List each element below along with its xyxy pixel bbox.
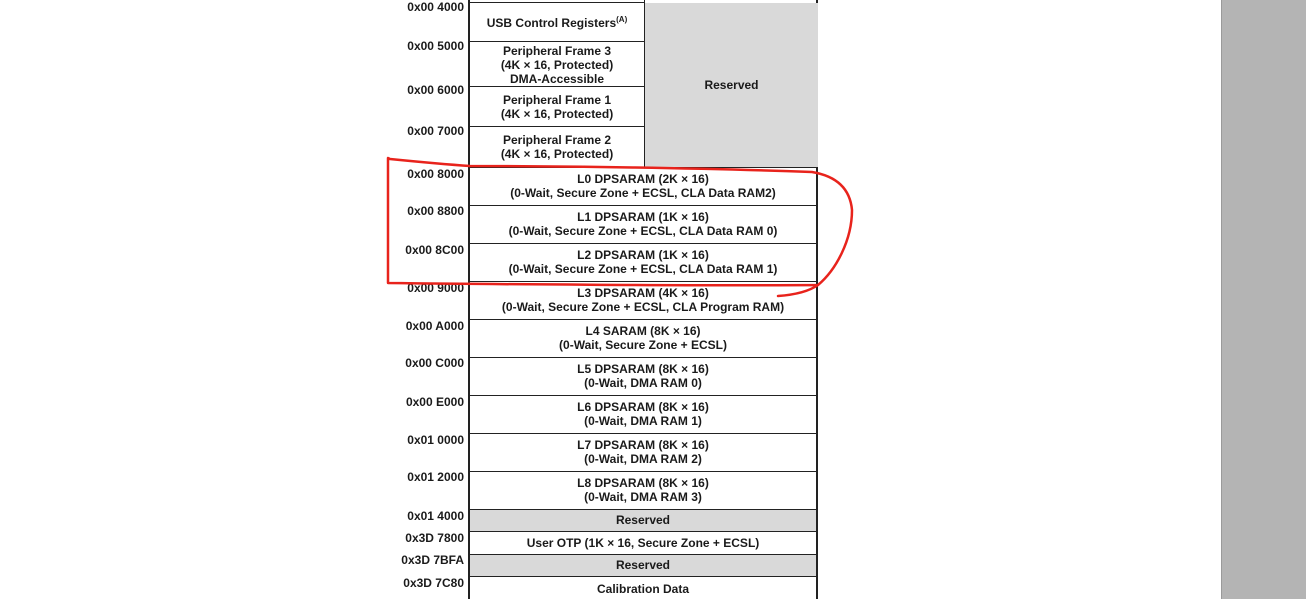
divider-line: [470, 2, 644, 3]
address-label: 0x00 8800: [407, 204, 464, 218]
address-label: 0x01 2000: [407, 470, 464, 484]
l1-dpsaram-block: L1 DPSARAM (1K × 16) (0-Wait, Secure Zone + ECSL, CLA Data RAM 0): [508, 210, 778, 238]
divider-line: [644, 0, 645, 167]
address-label: 0x00 8000: [407, 167, 464, 181]
divider-line: [470, 395, 816, 396]
divider-line: [470, 471, 816, 472]
peripheral-frame-1-block: Peripheral Frame 1 (4K × 16, Protected): [500, 93, 614, 121]
address-label: 0x00 4000: [407, 0, 464, 14]
footnote-marker: (A): [616, 14, 628, 24]
l3-dpsaram-block: L3 DPSARAM (4K × 16) (0-Wait, Secure Zone + ECSL, CLA Program RAM): [501, 286, 785, 314]
address-label: 0x00 A000: [405, 319, 464, 333]
address-label: 0x00 5000: [407, 39, 464, 53]
l7-dpsaram-block: L7 DPSARAM (8K × 16) (0-Wait, DMA RAM 2): [577, 438, 709, 466]
user-otp-block: User OTP (1K × 16, Secure Zone + ECSL): [526, 535, 760, 550]
divider-line: [470, 41, 644, 42]
memory-map: [468, 0, 818, 599]
divider-line: [470, 554, 816, 555]
reserved-block: Reserved: [645, 3, 818, 167]
peripheral-frame-3-block: Peripheral Frame 3 (4K × 16, Protected) DMA-Accessible: [500, 43, 614, 86]
divider-line: [470, 243, 816, 244]
divider-line: [470, 126, 644, 127]
divider-line: [470, 531, 816, 532]
divider-line: [470, 319, 816, 320]
divider-line: [470, 86, 644, 87]
l5-dpsaram-block: L5 DPSARAM (8K × 16) (0-Wait, DMA RAM 0): [577, 362, 709, 390]
l0-dpsaram-block: L0 DPSARAM (2K × 16) (0-Wait, Secure Zone + ECSL, CLA Data RAM2): [510, 172, 776, 200]
divider-line: [470, 509, 816, 510]
address-label: 0x3D 7BFA: [401, 553, 464, 567]
divider-line: [470, 281, 816, 282]
scrollbar-track[interactable]: [1221, 0, 1306, 599]
l4-saram-block: L4 SARAM (8K × 16) (0-Wait, Secure Zone + ECSL): [559, 324, 727, 352]
calibration-data-block: Calibration Data: [596, 582, 689, 596]
address-label: 0x00 C000: [405, 356, 464, 370]
address-label: 0x01 0000: [407, 433, 464, 447]
address-label: 0x00 6000: [407, 83, 464, 97]
divider-line: [470, 433, 816, 434]
l8-dpsaram-block: L8 DPSARAM (8K × 16) (0-Wait, DMA RAM 3): [577, 476, 709, 504]
l2-dpsaram-block: L2 DPSARAM (1K × 16) (0-Wait, Secure Zone + ECSL, CLA Data RAM 1): [508, 248, 778, 276]
address-label: 0x00 7000: [407, 124, 464, 138]
divider-line: [470, 576, 816, 577]
address-label: 0x01 4000: [407, 509, 464, 523]
address-label: 0x00 9000: [407, 281, 464, 295]
usb-control-registers-block: USB Control Registers$^{(A)}$: [486, 14, 628, 30]
reserved-block: Reserved: [470, 509, 816, 531]
divider-line: [470, 167, 816, 168]
address-label: 0x00 E000: [405, 395, 464, 409]
divider-line: [470, 357, 816, 358]
peripheral-frame-2-block: Peripheral Frame 2 (4K × 16, Protected): [500, 133, 614, 161]
address-label: 0x3D 7C80: [403, 576, 464, 590]
reserved-block: Reserved: [470, 554, 816, 576]
address-label: 0x00 8C00: [405, 243, 464, 257]
address-label: 0x3D 7800: [405, 531, 464, 545]
divider-line: [470, 205, 816, 206]
l6-dpsaram-block: L6 DPSARAM (8K × 16) (0-Wait, DMA RAM 1): [577, 400, 709, 428]
